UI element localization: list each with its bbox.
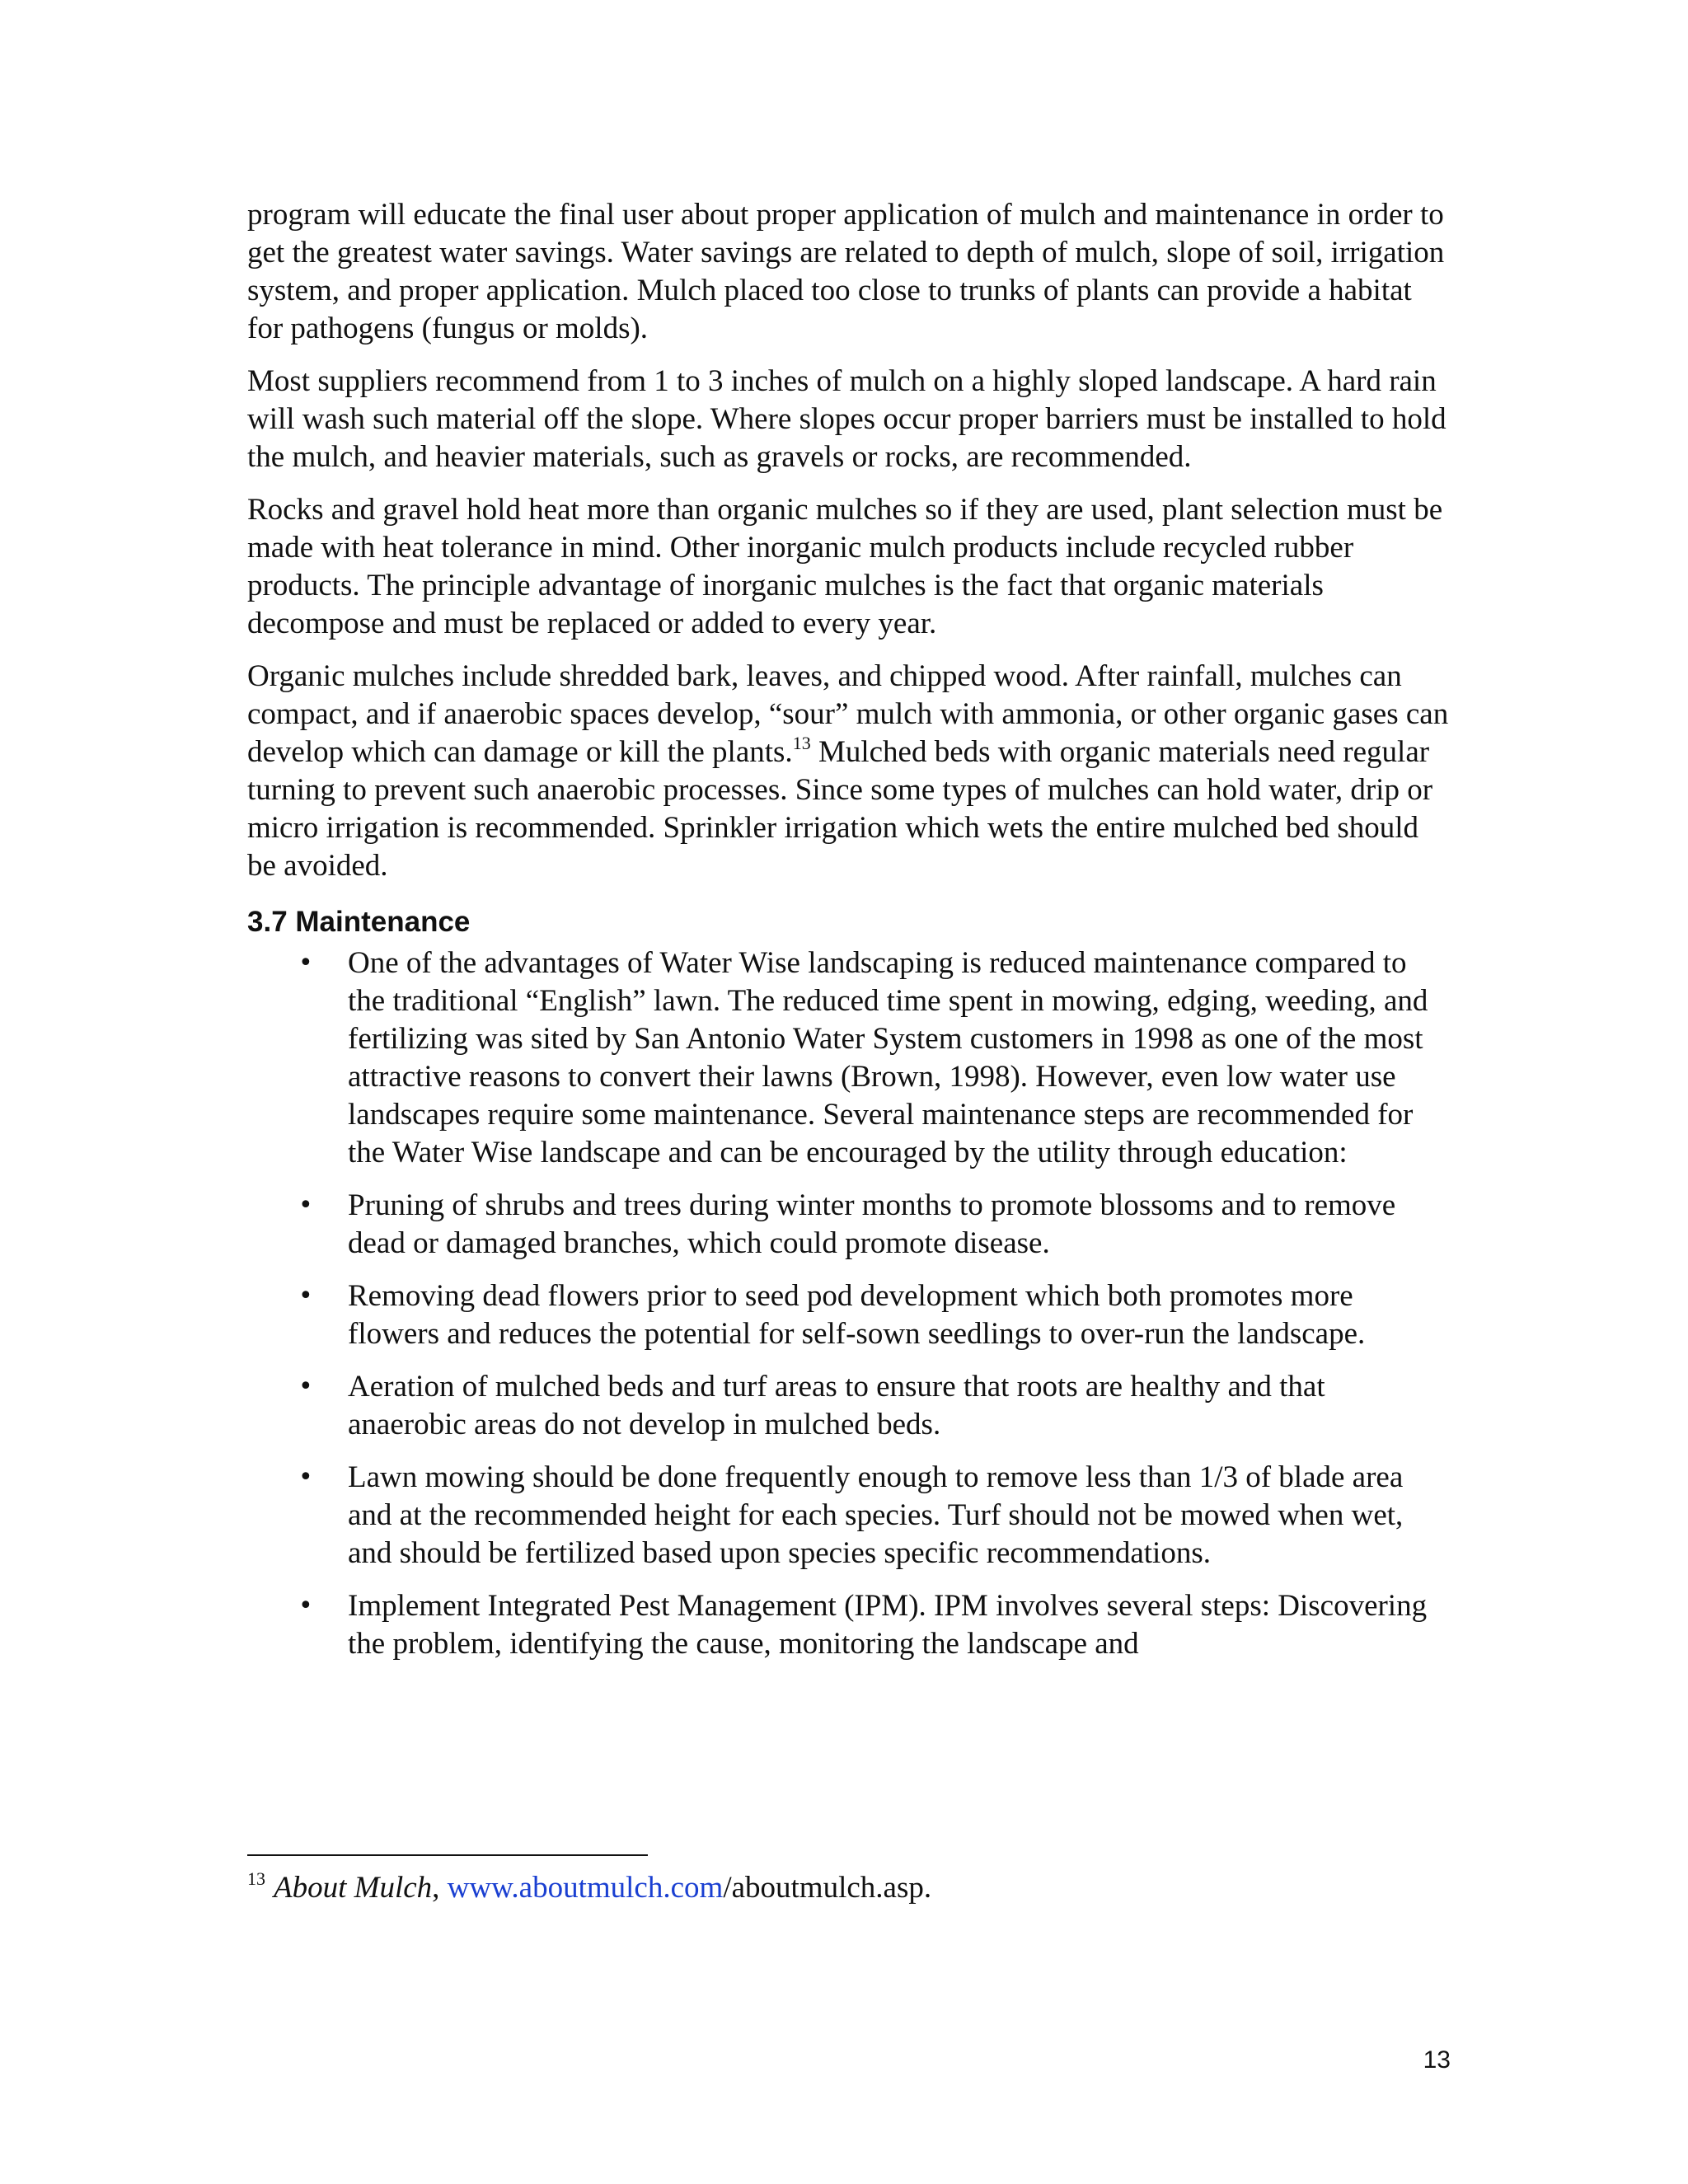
paragraph-organic-mulches: [247, 658, 1451, 885]
organic-paragraph-text-start: Organic mulches include shredded bark, leaves, and chipped wood. After rainfall, mulches can compact, and if anaerobic spaces develop, “sour” mulch with ammonia, or other organic gases can develop which can damage or kill the plants.: [247, 659, 1449, 769]
body-text: [247, 196, 1451, 1678]
footnote-number: 13: [247, 1868, 265, 1889]
list-item-text: Lawn mowing should be done frequently enough to remove less than 1/3 of blade area and at the recommended height for each species. Turf should not be mowed when wet, and should be fertilized based upon species specific recommendations.: [348, 1460, 1404, 1570]
list-item: [247, 944, 1451, 1172]
bullet-icon: •: [298, 1463, 313, 1492]
list-item-text: Removing dead flowers prior to seed pod development which both promotes more flowers and reduces the potential for self-sown seedlings to over-run the landscape.: [348, 1279, 1366, 1351]
footnote-link[interactable]: www.aboutmulch.com: [447, 1871, 724, 1905]
bullet-icon: •: [298, 1372, 313, 1401]
footnote-link-path: /aboutmulch.asp.: [723, 1871, 932, 1905]
footnote-title: About Mulch: [274, 1871, 433, 1905]
bullet-icon: •: [298, 1591, 313, 1620]
page-number: 13: [1423, 2046, 1451, 2074]
section-heading: 3.7 Maintenance: [247, 906, 471, 938]
paragraph-rocks-gravel: Rocks and gravel hold heat more than organic mulches so if they are used, plant selection must be made with heat tolerance in mind. Other inorganic mulch products include recycled rubber products. The principle advantage of inorganic mulches is the fact that organic materials decompose and must be replaced or added to every year.: [247, 493, 1443, 640]
maintenance-bullet-list: [247, 944, 1451, 1663]
list-item: [247, 1187, 1451, 1263]
list-item-text: Implement Integrated Pest Management (IPM). IPM involves several steps: Discovering the problem, identifying the cause, monitoring the landscape and: [348, 1589, 1428, 1661]
list-item-text: Aeration of mulched beds and turf areas to ensure that roots are healthy and that anaerobic areas do not develop in mulched beds.: [348, 1370, 1325, 1441]
footnote-divider: [247, 1854, 648, 1856]
footnote-reference[interactable]: 13: [792, 733, 811, 753]
paragraph-mulch-education: program will educate the final user about proper application of mulch and maintenance in order to get the greatest water savings. Water savings are related to depth of mulch, slope of soil, irrigation system, and proper application. Mulch placed too close to trunks of plants can provide a habitat for pathogens (fungus or molds).: [247, 198, 1445, 345]
list-item-text: One of the advantages of Water Wise landscaping is reduced maintenance compared to the traditional “English” lawn. The reduced time spent in mowing, edging, weeding, and fertilizing was sited by San Antonio Water System customers in 1998 as one of the most attractive reasons to convert their lawns (Brown, 1998). However, even low water use landscapes require some maintenance. Several maintenance steps are recommended for the Water Wise landscape and can be encouraged by the utility through education:: [348, 946, 1428, 1169]
list-item: [247, 1277, 1451, 1353]
bullet-icon: •: [298, 949, 313, 977]
footnote-separator: ,: [432, 1871, 448, 1905]
bullet-icon: •: [298, 1191, 313, 1220]
list-item-text: Pruning of shrubs and trees during winter months to promote blossoms and to remove dead or damaged branches, which could promote disease.: [348, 1188, 1396, 1260]
paragraph-sloped-landscape: Most suppliers recommend from 1 to 3 inches of mulch on a highly sloped landscape. A hard rain will wash such material off the slope. Where slopes occur proper barriers must be installed to hold the mulch, and heavier materials, such as gravels or rocks, are recommended.: [247, 364, 1447, 474]
list-item: [247, 1459, 1451, 1572]
list-item: [247, 1587, 1451, 1663]
organic-paragraph-text-end: Mulched beds with organic materials need regular turning to prevent such anaerobic processes. Since some types of mulches can hold water, drip or micro irrigation is recommended. Sprinkler irrigation which wets the entire mulched bed should be avoided.: [247, 735, 1433, 883]
bullet-icon: •: [298, 1282, 313, 1310]
list-item: [247, 1368, 1451, 1444]
footnote: [247, 1869, 1451, 1907]
